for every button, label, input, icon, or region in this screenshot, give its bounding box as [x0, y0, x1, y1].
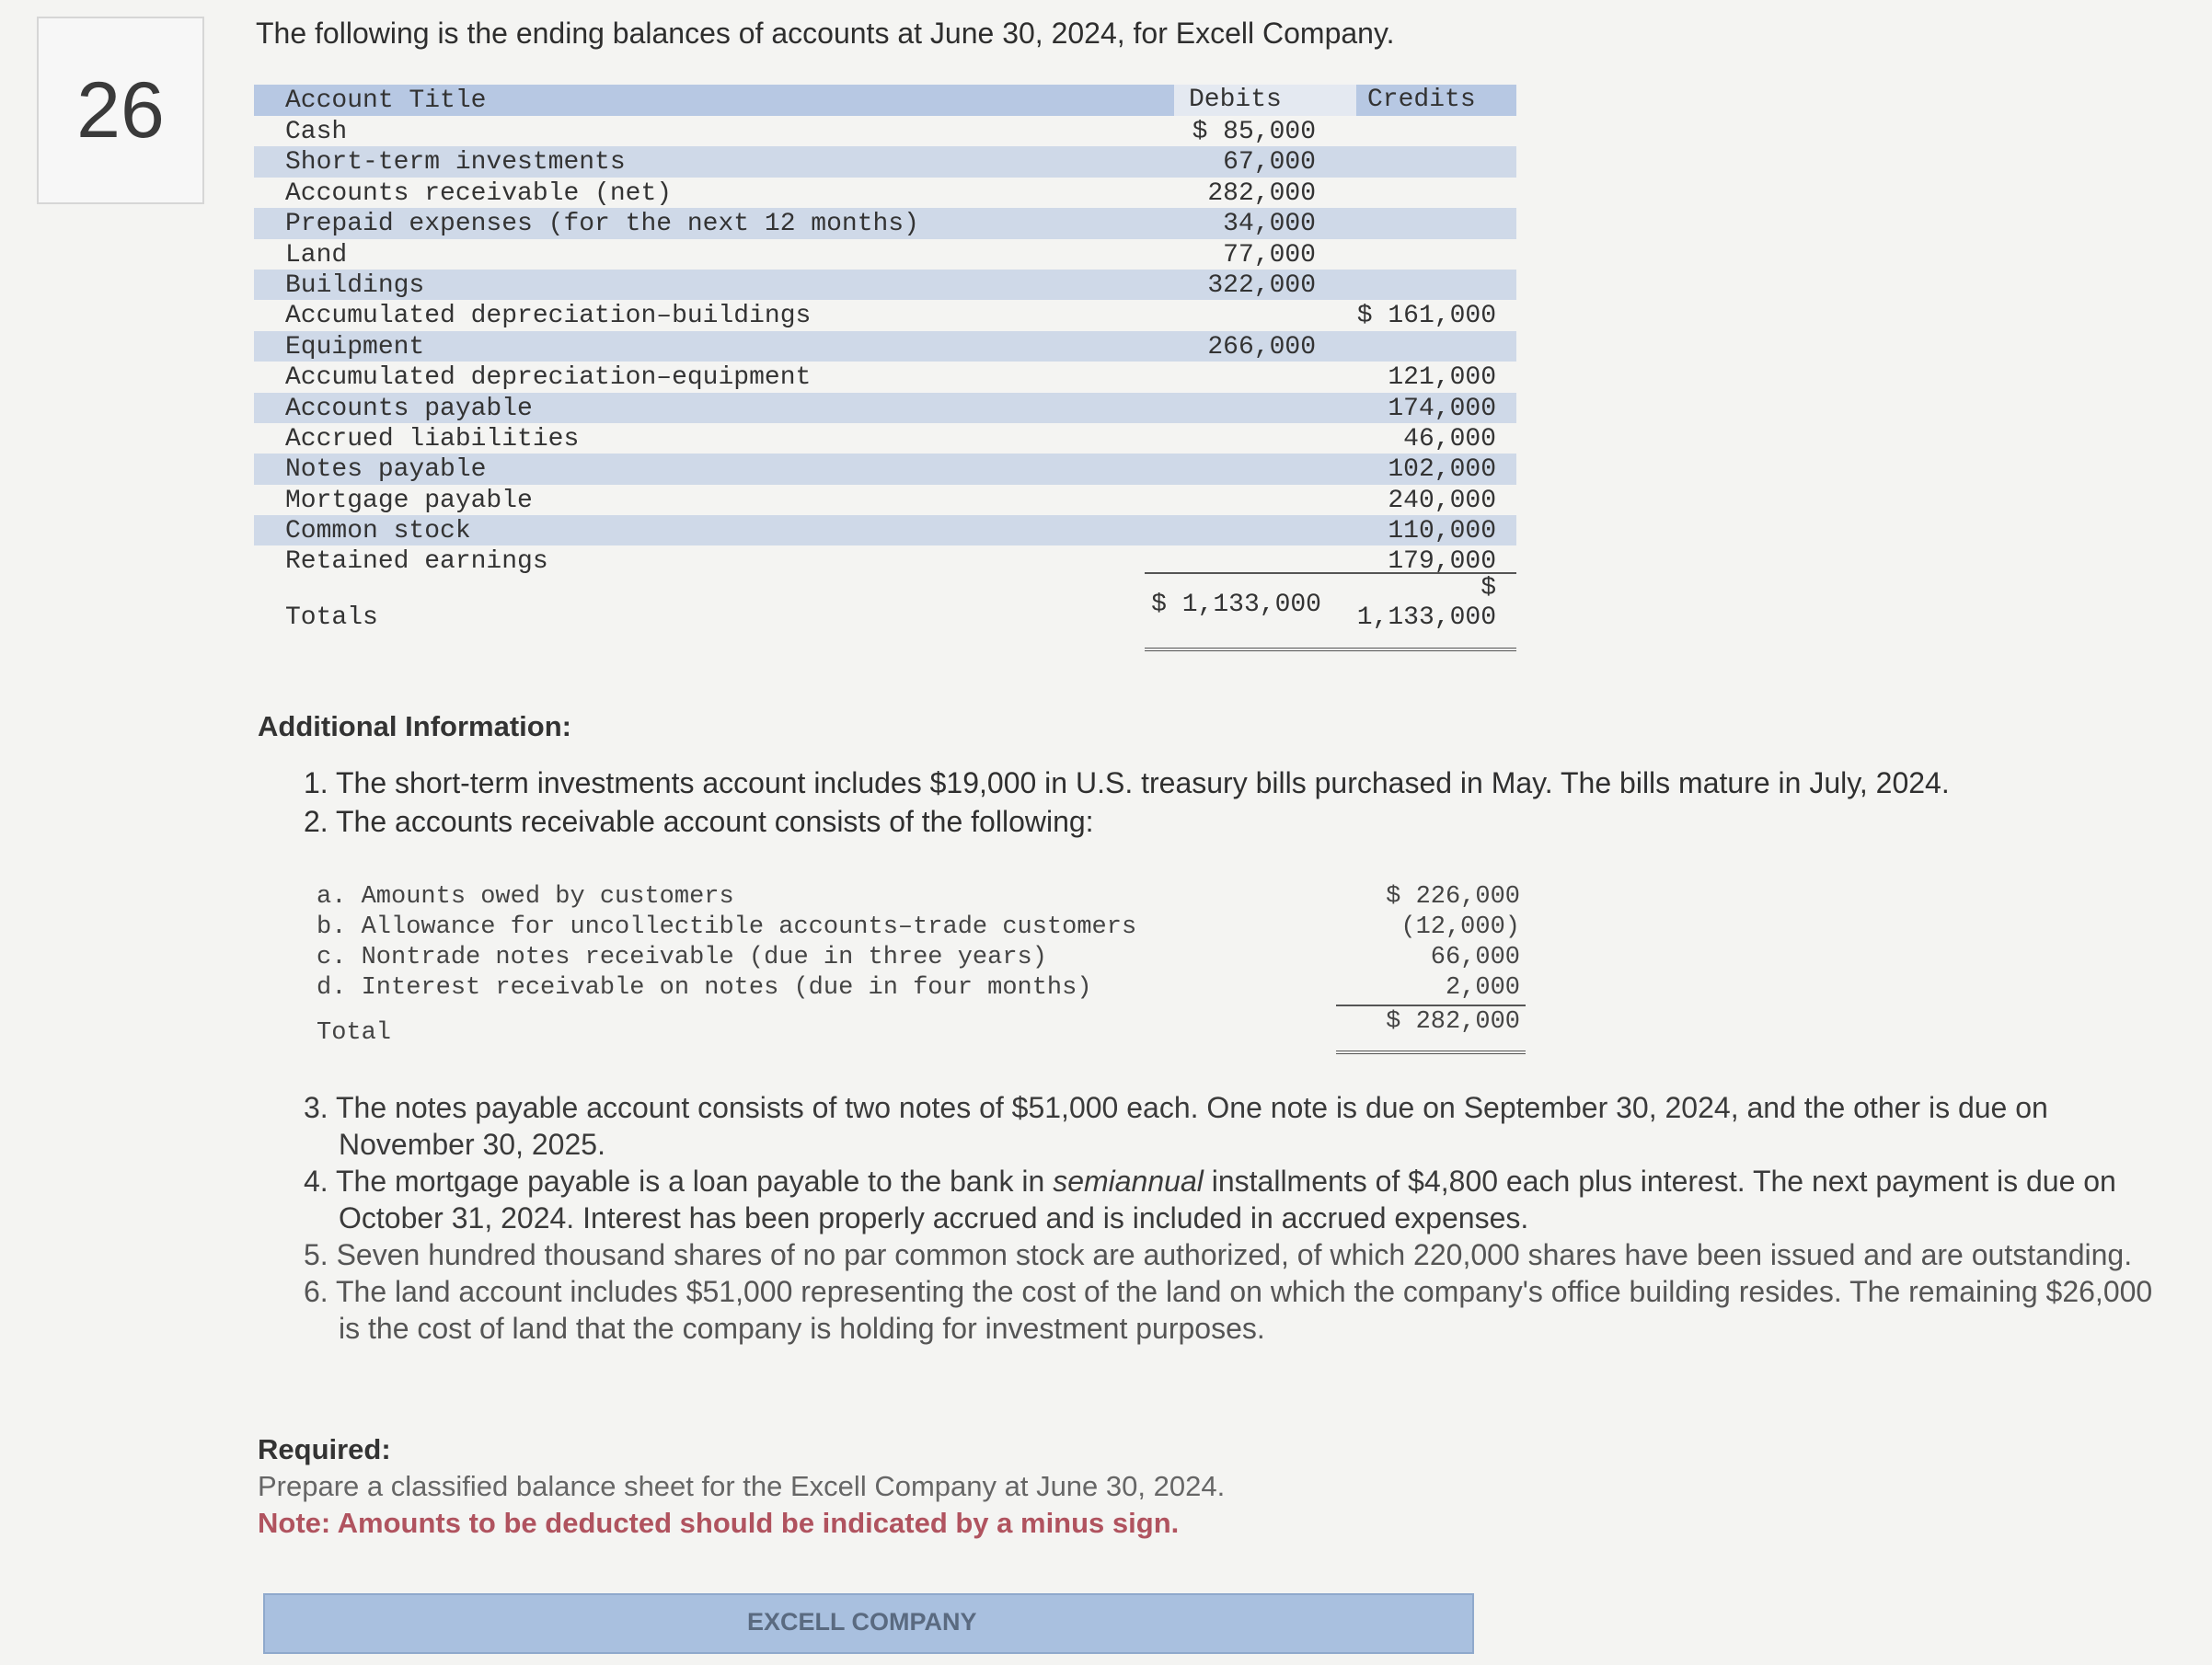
account-title: Accounts payable	[285, 394, 533, 423]
account-title: Accounts receivable (net)	[285, 178, 673, 208]
account-title: Buildings	[285, 270, 425, 300]
receivable-label: c. Nontrade notes receivable (due in three years)	[317, 944, 1047, 971]
question-number: 26	[37, 17, 204, 204]
table-row	[254, 146, 1516, 177]
account-title: Notes payable	[285, 455, 487, 485]
required-note: Note: Amounts to be deducted should be indicated by a minus sign.	[258, 1507, 1180, 1539]
credit-amount: $ 161,000	[1356, 302, 1496, 331]
credit-amount: 110,000	[1388, 517, 1496, 546]
table-row	[254, 270, 1516, 300]
credit-amount: 179,000	[1388, 547, 1496, 577]
info-item-4: 4. The mortgage payable is a loan payable to the bank in semiannual installments of $4,800 each plus interest. The next payment is due on October 31, 2024. Interest has been properly accrued and is included in accrued expenses.	[304, 1165, 2116, 1234]
trial-balance-table	[254, 85, 1516, 632]
totals-debit: $ 1,133,000	[1151, 591, 1321, 619]
table-row	[254, 239, 1516, 270]
receivable-label: a. Amounts owed by customers	[317, 883, 734, 911]
table-row	[254, 423, 1516, 454]
account-title: Short-term investments	[285, 148, 626, 178]
receivables-total-amount: $ 282,000	[1386, 1008, 1520, 1036]
info-item-1: 1. The short-term investments account includes $19,000 in U.S. treasury bills purchased in May. The bills mature in July, 2024.	[304, 766, 1950, 799]
additional-info-heading: Additional Information:	[258, 710, 571, 742]
answer-table-header	[263, 1593, 1474, 1654]
receivable-label: d. Interest receivable on notes (due in four months)	[317, 974, 1092, 1002]
totals-double-rule	[1145, 648, 1516, 651]
receivable-amount: $ 226,000	[1386, 883, 1520, 911]
debit-amount: 67,000	[1223, 148, 1316, 178]
table-row	[254, 208, 1516, 238]
table-row	[254, 485, 1516, 515]
info-item-5: 5. Seven hundred thousand shares of no par common stock are authorized, of which 220,000 shares have been issued and are outstanding.	[304, 1238, 2133, 1271]
receivable-amount: 66,000	[1430, 944, 1520, 971]
account-title: Cash	[285, 118, 348, 146]
totals-label: Totals	[285, 603, 378, 632]
credit-amount: 46,000	[1403, 424, 1496, 454]
receivable-row	[313, 883, 1564, 913]
credit-amount: 174,000	[1388, 394, 1496, 423]
required-section	[258, 1431, 1225, 1542]
totals-credit: 1,133,000	[1356, 603, 1496, 632]
account-title: Retained earnings	[285, 547, 548, 577]
info-item-6: 6. The land account includes $51,000 representing the cost of the land on which the company's office building resides. The remaining $26,000 is the cost of land that the company is holding for investment purposes.	[304, 1275, 2153, 1345]
additional-info-list-1	[304, 764, 1950, 841]
table-row	[254, 454, 1516, 484]
totals-credit-symbol: $	[1480, 574, 1496, 603]
account-title: Mortgage payable	[285, 486, 533, 515]
required-heading: Required:	[258, 1433, 391, 1465]
required-text: Prepare a classified balance sheet for the Excell Company at June 30, 2024.	[258, 1470, 1226, 1502]
table-row	[254, 116, 1516, 146]
receivable-amount: (12,000)	[1400, 913, 1520, 941]
table-header	[254, 85, 1516, 116]
debit-amount: $ 85,000	[1192, 118, 1316, 146]
receivable-row	[313, 974, 1564, 1005]
receivable-amount: 2,000	[1445, 974, 1520, 1002]
table-row	[254, 178, 1516, 208]
credit-amount: 102,000	[1388, 455, 1496, 485]
header-credits: Credits	[1367, 86, 1476, 114]
intro-text: The following is the ending balances of accounts at June 30, 2024, for Excell Company.	[256, 17, 1395, 50]
totals-row	[254, 574, 1516, 642]
account-title: Land	[285, 240, 348, 270]
credit-amount: 240,000	[1388, 486, 1496, 515]
table-row	[254, 393, 1516, 423]
receivable-row	[313, 944, 1564, 974]
account-title: Accumulated depreciation–equipment	[285, 363, 812, 393]
debit-amount: 266,000	[1207, 332, 1316, 362]
additional-info-list-2	[304, 1089, 2172, 1347]
receivables-table	[313, 883, 1564, 1050]
table-row	[254, 331, 1516, 362]
account-title: Common stock	[285, 517, 471, 546]
receivable-row	[313, 913, 1564, 944]
receivables-total-label: Total	[317, 1019, 392, 1047]
receivables-rule	[1336, 1005, 1526, 1006]
table-row	[254, 362, 1516, 392]
company-name: EXCELL COMPANY	[747, 1608, 977, 1636]
info-item-3: 3. The notes payable account consists of two notes of $51,000 each. One note is due on September 30, 2024, and the other is due on November 30, 2025.	[304, 1091, 2048, 1161]
table-row	[254, 515, 1516, 545]
debit-amount: 282,000	[1207, 178, 1316, 208]
debit-amount: 34,000	[1223, 210, 1316, 239]
header-account-title: Account Title	[285, 86, 487, 115]
account-title: Prepaid expenses (for the next 12 months)	[285, 210, 919, 239]
account-title: Equipment	[285, 332, 425, 362]
credit-amount: 121,000	[1388, 363, 1496, 393]
receivable-label: b. Allowance for uncollectible accounts–trade customers	[317, 913, 1137, 941]
table-row	[254, 300, 1516, 330]
account-title: Accumulated depreciation–buildings	[285, 302, 812, 331]
header-debits: Debits	[1189, 86, 1282, 114]
debit-amount: 322,000	[1207, 270, 1316, 300]
info-item-2: 2. The accounts receivable account consists of the following:	[304, 805, 1094, 838]
receivables-total-row	[313, 1008, 1564, 1050]
receivables-double-rule	[1336, 1051, 1526, 1054]
debit-amount: 77,000	[1223, 240, 1316, 270]
account-title: Accrued liabilities	[285, 424, 580, 454]
semiannual-emphasis: semiannual	[1053, 1165, 1204, 1198]
